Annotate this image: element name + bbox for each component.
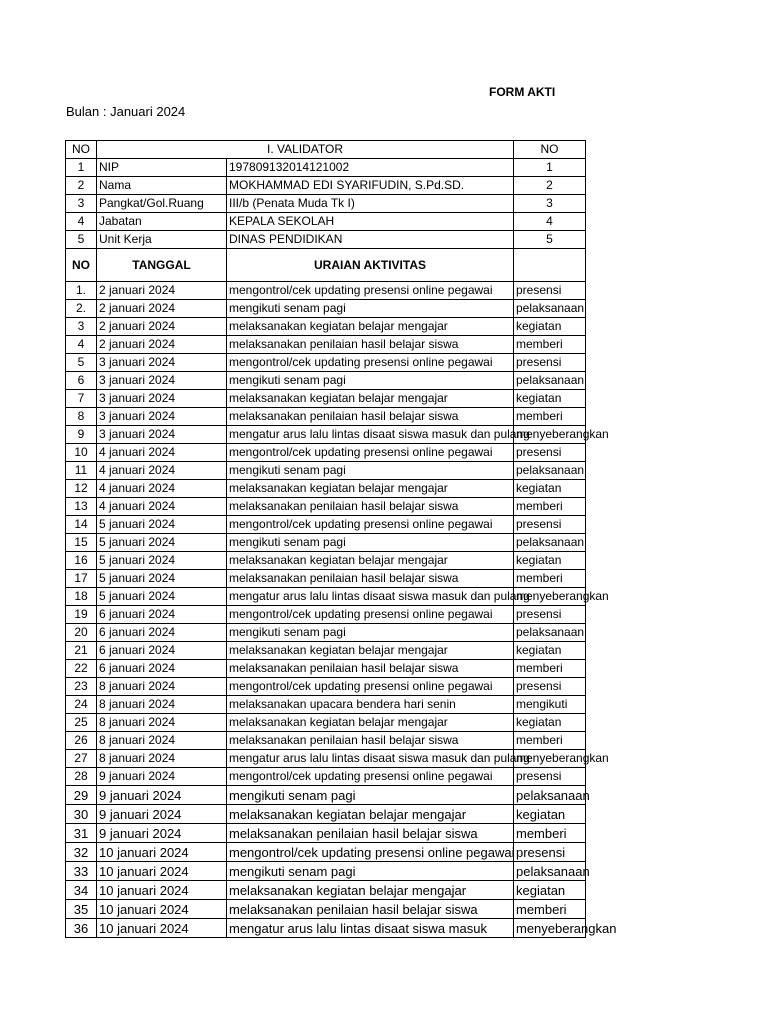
activity-description[interactable]: melaksanakan kegiatan belajar mengajar — [227, 881, 514, 900]
validator-row-no[interactable]: 5 — [66, 231, 97, 249]
validator-right-no[interactable]: 5 — [514, 231, 586, 249]
activity-date[interactable]: 4 januari 2024 — [97, 498, 227, 516]
activity-description[interactable]: mengontrol/cek updating presensi online pegawai — [227, 843, 514, 862]
activity-description[interactable]: mengontrol/cek updating presensi online pegawai — [227, 516, 514, 534]
activity-date[interactable]: 5 januari 2024 — [97, 552, 227, 570]
activity-date[interactable]: 10 januari 2024 — [97, 900, 227, 919]
validator-value[interactable]: III/b (Penata Muda Tk I) — [227, 195, 514, 213]
activity-description[interactable]: mengatur arus lalu lintas disaat siswa masuk — [227, 919, 514, 938]
activity-no[interactable]: 26 — [66, 732, 97, 750]
activity-date[interactable]: 6 januari 2024 — [97, 660, 227, 678]
header-no-activity[interactable]: NO — [66, 249, 97, 282]
activity-date[interactable]: 2 januari 2024 — [97, 282, 227, 300]
activity-no[interactable]: 22 — [66, 660, 97, 678]
activity-no[interactable]: 10 — [66, 444, 97, 462]
activity-row — [66, 480, 586, 498]
activity-date[interactable]: 9 januari 2024 — [97, 824, 227, 843]
activity-no[interactable]: 36 — [66, 919, 97, 938]
activity-extra[interactable]: presensi — [514, 354, 586, 372]
validator-row — [66, 159, 586, 177]
activity-extra[interactable]: pelaksanaan — [514, 300, 586, 318]
activity-extra[interactable]: memberi — [514, 570, 586, 588]
activity-description[interactable]: mengatur arus lalu lintas disaat siswa masuk dan pulang — [227, 426, 514, 444]
header-extra[interactable] — [514, 249, 586, 282]
activity-extra[interactable]: kegiatan — [514, 318, 586, 336]
activity-row — [66, 300, 586, 318]
activity-description[interactable]: melaksanakan kegiatan belajar mengajar — [227, 714, 514, 732]
activity-description[interactable]: melaksanakan kegiatan belajar mengajar — [227, 805, 514, 824]
activity-extra[interactable]: pelaksanaan — [514, 786, 586, 805]
activity-date[interactable]: 3 januari 2024 — [97, 426, 227, 444]
activity-row — [66, 570, 586, 588]
activity-extra[interactable]: kegiatan — [514, 552, 586, 570]
activity-extra[interactable]: pelaksanaan — [514, 462, 586, 480]
activity-description[interactable]: mengikuti senam pagi — [227, 462, 514, 480]
activity-date[interactable]: 3 januari 2024 — [97, 408, 227, 426]
activity-row — [66, 750, 586, 768]
activity-row — [66, 624, 586, 642]
activity-no[interactable]: 33 — [66, 862, 97, 881]
activity-description[interactable]: mengikuti senam pagi — [227, 534, 514, 552]
validator-row — [66, 195, 586, 213]
validator-row — [66, 177, 586, 195]
activity-no[interactable]: 30 — [66, 805, 97, 824]
activity-no[interactable]: 9 — [66, 426, 97, 444]
activity-date[interactable]: 5 januari 2024 — [97, 570, 227, 588]
activity-description[interactable]: mengikuti senam pagi — [227, 300, 514, 318]
activity-no[interactable]: 17 — [66, 570, 97, 588]
activity-no[interactable]: 23 — [66, 678, 97, 696]
activity-date[interactable]: 2 januari 2024 — [97, 318, 227, 336]
activity-no[interactable]: 12 — [66, 480, 97, 498]
validator-row-no[interactable]: 1 — [66, 159, 97, 177]
validator-field[interactable]: Unit Kerja — [97, 231, 227, 249]
activity-date[interactable]: 3 januari 2024 — [97, 372, 227, 390]
activity-row — [66, 732, 586, 750]
activity-extra[interactable]: presensi — [514, 843, 586, 862]
activity-extra[interactable]: presensi — [514, 282, 586, 300]
activities-header-row — [66, 249, 586, 282]
activity-description[interactable]: melaksanakan kegiatan belajar mengajar — [227, 552, 514, 570]
activity-date[interactable]: 8 januari 2024 — [97, 696, 227, 714]
activity-row — [66, 900, 586, 919]
activity-description[interactable]: melaksanakan kegiatan belajar mengajar — [227, 318, 514, 336]
validator-value[interactable]: DINAS PENDIDIKAN — [227, 231, 514, 249]
activity-extra[interactable]: memberi — [514, 900, 586, 919]
activity-no[interactable]: 35 — [66, 900, 97, 919]
activity-no[interactable]: 29 — [66, 786, 97, 805]
activity-extra[interactable]: kegiatan — [514, 714, 586, 732]
activity-no[interactable]: 27 — [66, 750, 97, 768]
activity-extra[interactable]: menyeberangkan — [514, 919, 586, 938]
activity-row — [66, 714, 586, 732]
activity-extra[interactable]: memberi — [514, 408, 586, 426]
activity-description[interactable]: mengontrol/cek updating presensi online pegawai — [227, 444, 514, 462]
activity-extra[interactable]: memberi — [514, 498, 586, 516]
activity-description[interactable]: mengontrol/cek updating presensi online pegawai — [227, 606, 514, 624]
activity-row — [66, 516, 586, 534]
activity-extra[interactable]: kegiatan — [514, 642, 586, 660]
activity-date[interactable]: 4 januari 2024 — [97, 462, 227, 480]
activity-date[interactable]: 10 januari 2024 — [97, 843, 227, 862]
activity-no[interactable]: 24 — [66, 696, 97, 714]
activity-extra[interactable]: presensi — [514, 678, 586, 696]
activity-extra[interactable]: pelaksanaan — [514, 372, 586, 390]
activity-extra[interactable]: pelaksanaan — [514, 624, 586, 642]
activity-no[interactable]: 16 — [66, 552, 97, 570]
header-validator-title[interactable]: I. VALIDATOR — [97, 141, 514, 159]
activity-no[interactable]: 13 — [66, 498, 97, 516]
activity-no[interactable]: 5 — [66, 354, 97, 372]
header-description[interactable]: URAIAN AKTIVITAS — [227, 249, 514, 282]
validator-row-no[interactable]: 3 — [66, 195, 97, 213]
activity-description[interactable]: mengatur arus lalu lintas disaat siswa masuk dan pulang — [227, 750, 514, 768]
validator-row-no[interactable]: 4 — [66, 213, 97, 231]
activity-date[interactable]: 9 januari 2024 — [97, 805, 227, 824]
activity-row — [66, 642, 586, 660]
activity-extra[interactable]: memberi — [514, 824, 586, 843]
activity-no[interactable]: 19 — [66, 606, 97, 624]
activity-no[interactable]: 11 — [66, 462, 97, 480]
validator-value[interactable]: MOKHAMMAD EDI SYARIFUDIN, S.Pd.SD. — [227, 177, 514, 195]
validator-value[interactable]: KEPALA SEKOLAH — [227, 213, 514, 231]
activity-extra[interactable]: menyeberangkan — [514, 750, 586, 768]
activity-no[interactable]: 20 — [66, 624, 97, 642]
activity-extra[interactable]: menyeberangkan — [514, 588, 586, 606]
activity-row — [66, 498, 586, 516]
activity-description[interactable]: melaksanakan kegiatan belajar mengajar — [227, 480, 514, 498]
activity-row — [66, 606, 586, 624]
activity-description[interactable]: melaksanakan kegiatan belajar mengajar — [227, 390, 514, 408]
activity-description[interactable]: melaksanakan penilaian hasil belajar siswa — [227, 824, 514, 843]
activity-extra[interactable]: pelaksanaan — [514, 862, 586, 881]
activity-date[interactable]: 2 januari 2024 — [97, 336, 227, 354]
activity-extra[interactable]: presensi — [514, 516, 586, 534]
activity-description[interactable]: melaksanakan penilaian hasil belajar siswa — [227, 660, 514, 678]
validator-row-no[interactable]: 2 — [66, 177, 97, 195]
activity-date[interactable]: 4 januari 2024 — [97, 480, 227, 498]
activity-description[interactable]: melaksanakan penilaian hasil belajar siswa — [227, 732, 514, 750]
activity-row — [66, 282, 586, 300]
activity-date[interactable]: 3 januari 2024 — [97, 354, 227, 372]
activity-extra[interactable]: presensi — [514, 606, 586, 624]
validator-right-no[interactable]: 4 — [514, 213, 586, 231]
activity-description[interactable]: melaksanakan penilaian hasil belajar siswa — [227, 498, 514, 516]
activity-row — [66, 660, 586, 678]
activity-no[interactable]: 1. — [66, 282, 97, 300]
activity-row — [66, 805, 586, 824]
header-date[interactable]: TANGGAL — [97, 249, 227, 282]
activity-date[interactable]: 5 januari 2024 — [97, 516, 227, 534]
validator-row — [66, 213, 586, 231]
activity-no[interactable]: 6 — [66, 372, 97, 390]
activity-row — [66, 336, 586, 354]
activity-no[interactable]: 4 — [66, 336, 97, 354]
activity-date[interactable]: 8 januari 2024 — [97, 678, 227, 696]
activity-date[interactable]: 10 januari 2024 — [97, 881, 227, 900]
activity-no[interactable]: 31 — [66, 824, 97, 843]
validator-right-no[interactable]: 3 — [514, 195, 586, 213]
validator-field[interactable]: Jabatan — [97, 213, 227, 231]
activity-date[interactable]: 8 januari 2024 — [97, 714, 227, 732]
activity-date[interactable]: 8 januari 2024 — [97, 750, 227, 768]
activity-row — [66, 408, 586, 426]
activity-description[interactable]: mengikuti senam pagi — [227, 372, 514, 390]
activity-extra[interactable]: pelaksanaan — [514, 534, 586, 552]
activity-no[interactable]: 32 — [66, 843, 97, 862]
activity-extra[interactable]: memberi — [514, 336, 586, 354]
activity-date[interactable]: 4 januari 2024 — [97, 444, 227, 462]
activity-no[interactable]: 2. — [66, 300, 97, 318]
activity-row — [66, 824, 586, 843]
activity-date[interactable]: 5 januari 2024 — [97, 588, 227, 606]
validator-value[interactable]: 197809132014121002 — [227, 159, 514, 177]
activity-extra[interactable]: menyeberangkan — [514, 426, 586, 444]
activity-row — [66, 862, 586, 881]
activity-row — [66, 678, 586, 696]
validator-row — [66, 231, 586, 249]
activity-row — [66, 462, 586, 480]
activity-extra[interactable]: kegiatan — [514, 480, 586, 498]
month-label: Bulan : Januari 2024 — [66, 104, 186, 119]
activity-row — [66, 426, 586, 444]
activity-row — [66, 696, 586, 714]
validator-header-row — [66, 141, 586, 159]
activity-description[interactable]: melaksanakan penilaian hasil belajar siswa — [227, 408, 514, 426]
activity-no[interactable]: 34 — [66, 881, 97, 900]
activity-date[interactable]: 3 januari 2024 — [97, 390, 227, 408]
activity-no[interactable]: 25 — [66, 714, 97, 732]
activity-date[interactable]: 9 januari 2024 — [97, 786, 227, 805]
activity-no[interactable]: 14 — [66, 516, 97, 534]
activity-row — [66, 786, 586, 805]
activity-extra[interactable]: presensi — [514, 444, 586, 462]
activity-no[interactable]: 21 — [66, 642, 97, 660]
activity-date[interactable]: 2 januari 2024 — [97, 300, 227, 318]
activity-row — [66, 372, 586, 390]
activity-description[interactable]: mengatur arus lalu lintas disaat siswa masuk dan pulang — [227, 588, 514, 606]
activity-row — [66, 534, 586, 552]
activity-row — [66, 843, 586, 862]
activity-row — [66, 318, 586, 336]
activity-no[interactable]: 15 — [66, 534, 97, 552]
activity-date[interactable]: 6 januari 2024 — [97, 606, 227, 624]
activity-date[interactable]: 10 januari 2024 — [97, 862, 227, 881]
activity-description[interactable]: mengontrol/cek updating presensi online pegawai — [227, 282, 514, 300]
activity-no[interactable]: 3 — [66, 318, 97, 336]
activity-extra[interactable]: mengikuti — [514, 696, 586, 714]
activity-date[interactable]: 8 januari 2024 — [97, 732, 227, 750]
activity-date[interactable]: 10 januari 2024 — [97, 919, 227, 938]
activity-date[interactable]: 9 januari 2024 — [97, 768, 227, 786]
activity-description[interactable]: melaksanakan upacara bendera hari senin — [227, 696, 514, 714]
activity-extra[interactable]: presensi — [514, 768, 586, 786]
activity-extra[interactable]: memberi — [514, 660, 586, 678]
activity-date[interactable]: 6 januari 2024 — [97, 624, 227, 642]
activity-description[interactable]: mengontrol/cek updating presensi online pegawai — [227, 354, 514, 372]
validator-field[interactable]: Pangkat/Gol.Ruang — [97, 195, 227, 213]
activity-date[interactable]: 5 januari 2024 — [97, 534, 227, 552]
header-no-right[interactable]: NO — [514, 141, 586, 159]
validator-right-no[interactable]: 2 — [514, 177, 586, 195]
activity-description[interactable]: mengikuti senam pagi — [227, 624, 514, 642]
activity-description[interactable]: mengikuti senam pagi — [227, 786, 514, 805]
activity-description[interactable]: mengikuti senam pagi — [227, 862, 514, 881]
validator-right-no[interactable]: 1 — [514, 159, 586, 177]
validator-table — [65, 140, 617, 938]
activity-row — [66, 390, 586, 408]
activity-row — [66, 444, 586, 462]
activity-row — [66, 768, 586, 786]
activity-extra[interactable]: kegiatan — [514, 805, 586, 824]
activity-description[interactable]: melaksanakan penilaian hasil belajar siswa — [227, 900, 514, 919]
activity-description[interactable]: mengontrol/cek updating presensi online pegawai — [227, 678, 514, 696]
header-no[interactable]: NO — [66, 141, 97, 159]
activity-no[interactable]: 8 — [66, 408, 97, 426]
activity-description[interactable]: melaksanakan penilaian hasil belajar siswa — [227, 336, 514, 354]
activity-row — [66, 354, 586, 372]
activity-description[interactable]: melaksanakan penilaian hasil belajar siswa — [227, 570, 514, 588]
activity-no[interactable]: 18 — [66, 588, 97, 606]
spreadsheet — [65, 140, 617, 938]
activity-row — [66, 919, 586, 938]
activity-extra[interactable]: memberi — [514, 732, 586, 750]
form-title: FORM AKTI — [489, 85, 556, 99]
activity-description[interactable]: melaksanakan kegiatan belajar mengajar — [227, 642, 514, 660]
activity-no[interactable]: 28 — [66, 768, 97, 786]
activity-date[interactable]: 6 januari 2024 — [97, 642, 227, 660]
validator-field[interactable]: Nama — [97, 177, 227, 195]
activity-description[interactable]: mengontrol/cek updating presensi online pegawai — [227, 768, 514, 786]
activity-row — [66, 881, 586, 900]
activity-extra[interactable]: kegiatan — [514, 390, 586, 408]
activity-extra[interactable]: kegiatan — [514, 881, 586, 900]
validator-field[interactable]: NIP — [97, 159, 227, 177]
activity-no[interactable]: 7 — [66, 390, 97, 408]
activity-row — [66, 588, 586, 606]
activity-row — [66, 552, 586, 570]
